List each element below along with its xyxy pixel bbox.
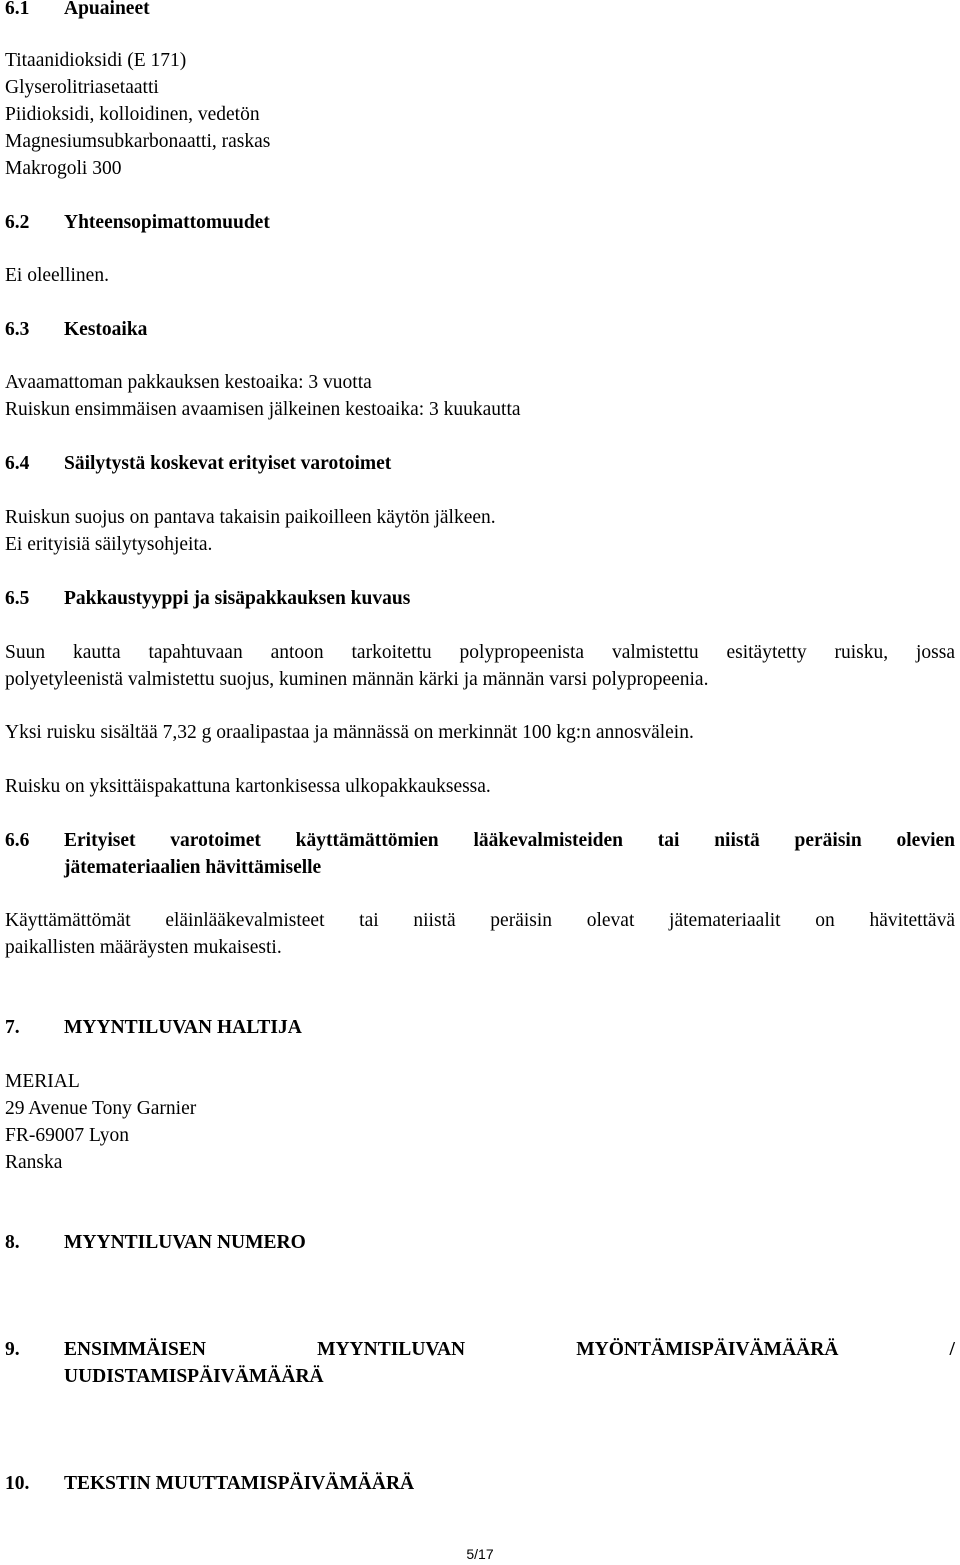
paragraph: Avaamattoman pakkauksen kestoaika: 3 vuotta bbox=[5, 372, 372, 393]
section-title: Säilytystä koskevat erityiset varotoimet bbox=[64, 453, 392, 474]
section-title bbox=[64, 1338, 955, 1362]
section-title: Kestoaika bbox=[64, 319, 148, 340]
address-line: MERIAL bbox=[5, 1071, 80, 1092]
section-number: 6.2 bbox=[5, 212, 30, 233]
section-number: 10. bbox=[5, 1473, 30, 1494]
address-line: 29 Avenue Tony Garnier bbox=[5, 1098, 197, 1119]
section-number: 6.5 bbox=[5, 588, 30, 609]
address-line: FR-69007 Lyon bbox=[5, 1125, 130, 1146]
section-title: Yhteensopimattomuudet bbox=[64, 212, 270, 233]
title-word: / bbox=[949, 1339, 955, 1360]
paragraph: Yksi ruisku sisältää 7,32 g oraalipastaa ja männässä on merkinnät 100 kg:n annosvälein. bbox=[5, 722, 694, 743]
page-number: 5/17 bbox=[466, 1546, 494, 1562]
section-number: 6.1 bbox=[5, 0, 30, 19]
list-item: Glyserolitriasetaatti bbox=[5, 77, 159, 98]
paragraph: paikallisten määräysten mukaisesti. bbox=[5, 937, 282, 958]
address-line: Ranska bbox=[5, 1152, 63, 1173]
paragraph: Ruisku on yksittäispakattuna kartonkisessa ulkopakkauksessa. bbox=[5, 776, 491, 797]
list-item: Magnesiumsubkarbonaatti, raskas bbox=[5, 131, 271, 152]
paragraph: Ruiskun ensimmäisen avaamisen jälkeinen kestoaika: 3 kuukautta bbox=[5, 399, 521, 420]
paragraph: Ruiskun suojus on pantava takaisin paikoilleen käytön jälkeen. bbox=[5, 507, 496, 528]
section-title: MYYNTILUVAN HALTIJA bbox=[64, 1017, 302, 1038]
title-word: MYYNTILUVAN bbox=[317, 1339, 466, 1360]
section-number: 8. bbox=[5, 1232, 20, 1253]
section-title: Apuaineet bbox=[64, 0, 150, 19]
section-number: 6.4 bbox=[5, 453, 30, 474]
section-title: UUDISTAMISPÄIVÄMÄÄRÄ bbox=[64, 1366, 324, 1387]
list-item: Makrogoli 300 bbox=[5, 158, 122, 179]
section-number: 7. bbox=[5, 1017, 20, 1038]
paragraph: Ei oleellinen. bbox=[5, 265, 109, 286]
section-title: TEKSTIN MUUTTAMISPÄIVÄMÄÄRÄ bbox=[64, 1473, 415, 1494]
paragraph: Ei erityisiä säilytysohjeita. bbox=[5, 534, 213, 555]
section-title: jätemateriaalien hävittämiselle bbox=[64, 857, 322, 878]
section-title: MYYNTILUVAN NUMERO bbox=[64, 1232, 306, 1253]
section-number: 6.6 bbox=[5, 830, 30, 851]
title-word: ENSIMMÄISEN bbox=[64, 1339, 206, 1360]
paragraph: Suun kautta tapahtuvaan antoon tarkoitettu polypropeenista valmistettu esitäytetty ruisku, jossa bbox=[5, 642, 955, 663]
list-item: Titaanidioksidi (E 171) bbox=[5, 50, 187, 71]
paragraph: Käyttämättömät eläinlääkevalmisteet tai niistä peräisin olevat jätemateriaalit on hävitettävä bbox=[5, 910, 955, 931]
section-title: Pakkaustyyppi ja sisäpakkauksen kuvaus bbox=[64, 588, 411, 609]
section-number: 6.3 bbox=[5, 319, 30, 340]
paragraph: polyetyleenistä valmistettu suojus, kuminen männän kärki ja männän varsi polypropeenia. bbox=[5, 669, 709, 690]
section-title: Erityiset varotoimet käyttämättömien lääkevalmisteiden tai niistä peräisin olevien bbox=[64, 830, 955, 851]
section-number: 9. bbox=[5, 1339, 20, 1360]
list-item: Piidioksidi, kolloidinen, vedetön bbox=[5, 104, 260, 125]
title-word: MYÖNTÄMISPÄIVÄMÄÄRÄ bbox=[576, 1339, 839, 1360]
